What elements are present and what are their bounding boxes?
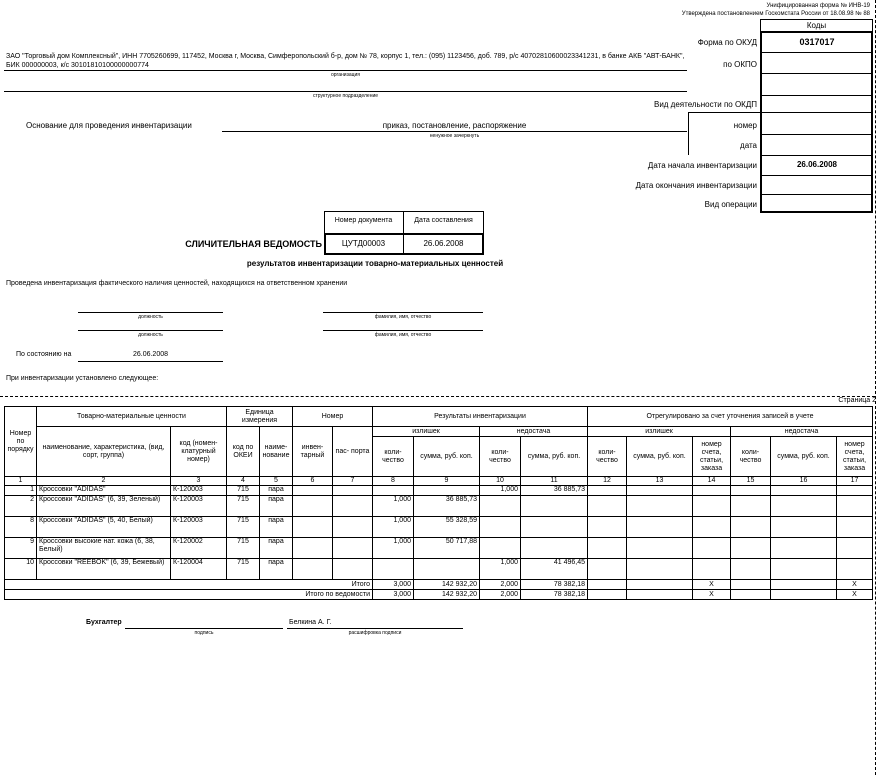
empty-cell bbox=[731, 559, 771, 580]
row-shortage-sum bbox=[521, 538, 588, 559]
empty-cell bbox=[293, 496, 333, 517]
row-shortage-qty: 1,000 bbox=[480, 486, 521, 496]
sign-name: Белкина А. Г. bbox=[289, 619, 332, 626]
row-okei: 715 bbox=[227, 486, 260, 496]
h-name: наименование, характеристика, (вид, сорт, группа) bbox=[37, 427, 171, 477]
total-shortage-qty: 2,000 bbox=[480, 580, 521, 590]
doc-number-value: ЦУТД00003 bbox=[341, 239, 386, 248]
col-number: 8 bbox=[373, 477, 414, 486]
h-sum: сумма, руб. коп. bbox=[771, 437, 837, 477]
codes-label: Коды bbox=[806, 21, 827, 30]
name-caption-2: фамилия, имя, отчество bbox=[374, 332, 432, 338]
row-unit: пара bbox=[260, 486, 293, 496]
h-surplus2: излишек bbox=[588, 427, 731, 437]
col-number: 14 bbox=[693, 477, 731, 486]
empty-cell bbox=[731, 517, 771, 538]
okud-label: Форма по ОКУД bbox=[697, 38, 757, 47]
empty-cell bbox=[771, 486, 837, 496]
col-number: 15 bbox=[731, 477, 771, 486]
table-row bbox=[5, 517, 873, 538]
doc-date-header: Дата составления bbox=[414, 217, 473, 224]
grand-x1: X bbox=[693, 590, 731, 600]
empty-cell bbox=[588, 559, 627, 580]
row-surplus-sum: 50 717,88 bbox=[414, 538, 480, 559]
row-okei: 715 bbox=[227, 538, 260, 559]
col-number: 16 bbox=[771, 477, 837, 486]
empty-cell bbox=[731, 538, 771, 559]
basis-label: Основание для проведения инвентаризации bbox=[26, 121, 192, 130]
row-code: К-120003 bbox=[171, 517, 227, 538]
row-surplus-sum: 36 885,73 bbox=[414, 496, 480, 517]
page-label: Страница 2 bbox=[838, 397, 876, 404]
row-name: Кроссовки "REEBOK" (6, 39, Бежевый) bbox=[37, 559, 171, 580]
empty-cell bbox=[837, 496, 873, 517]
row-shortage-qty bbox=[480, 538, 521, 559]
row-number: 1 bbox=[5, 486, 37, 496]
row-surplus-qty: 1,000 bbox=[373, 517, 414, 538]
empty-cell bbox=[693, 538, 731, 559]
empty-cell bbox=[693, 517, 731, 538]
h-sum: сумма, руб. коп. bbox=[627, 437, 693, 477]
okpo-label: по ОКПО bbox=[723, 60, 757, 69]
row-shortage-sum: 41 496,45 bbox=[521, 559, 588, 580]
empty-cell bbox=[293, 559, 333, 580]
col-number: 11 bbox=[521, 477, 588, 486]
empty-cell bbox=[333, 517, 373, 538]
page-edge-line bbox=[875, 0, 876, 775]
total-x1: X bbox=[693, 580, 731, 590]
start-date-label: Дата начала инвентаризации bbox=[647, 161, 757, 170]
empty-cell bbox=[588, 538, 627, 559]
h-sum: сумма, руб. коп. bbox=[521, 437, 588, 477]
empty-cell bbox=[333, 496, 373, 517]
row-shortage-sum: 36 885,73 bbox=[521, 486, 588, 496]
row-code: К-120003 bbox=[171, 496, 227, 517]
end-date-label: Дата окончания инвентаризации bbox=[635, 181, 757, 190]
row-shortage-sum bbox=[521, 517, 588, 538]
h-order: Номер по порядку bbox=[5, 407, 37, 477]
row-name: Кроссовки "ADIDAS" (5, 40, Белый) bbox=[37, 517, 171, 538]
empty-cell bbox=[837, 538, 873, 559]
empty-cell bbox=[693, 486, 731, 496]
h-qty: коли- чество bbox=[480, 437, 521, 477]
empty-cell bbox=[293, 486, 333, 496]
empty-cell bbox=[837, 559, 873, 580]
h-tmc: Товарно-материальные ценности bbox=[37, 407, 227, 427]
form-name: Унифицированная форма № ИНВ-19 bbox=[766, 3, 870, 9]
h-results: Результаты инвентаризации bbox=[373, 407, 588, 427]
row-shortage-qty bbox=[480, 496, 521, 517]
empty-cell bbox=[771, 559, 837, 580]
sign-role: Бухгалтер bbox=[86, 619, 122, 626]
row-code: К-120004 bbox=[171, 559, 227, 580]
row-number: 2 bbox=[5, 496, 37, 517]
table-row bbox=[5, 496, 873, 517]
grand-surplus-qty: 3,000 bbox=[373, 590, 414, 600]
col-number: 13 bbox=[627, 477, 693, 486]
doc-subtitle: результатов инвентаризации товарно-материальных ценностей bbox=[246, 259, 504, 268]
empty-cell bbox=[693, 559, 731, 580]
doc-number-header: Номер документа bbox=[334, 217, 393, 224]
row-code: К-120002 bbox=[171, 538, 227, 559]
row-okei: 715 bbox=[227, 559, 260, 580]
col-number: 7 bbox=[333, 477, 373, 486]
page-break-line bbox=[0, 396, 875, 397]
row-number: 9 bbox=[5, 538, 37, 559]
col-number: 5 bbox=[260, 477, 293, 486]
subdivision-caption: структурное подразделение bbox=[312, 93, 379, 99]
form-approval: Утверждена постановлением Госкомстата России от 18.08.98 № 88 bbox=[681, 11, 870, 17]
nomer-label: номер bbox=[733, 121, 757, 130]
empty-cell bbox=[693, 496, 731, 517]
row-surplus-qty: 1,000 bbox=[373, 496, 414, 517]
empty-cell bbox=[588, 486, 627, 496]
organization-caption: организация bbox=[330, 72, 361, 78]
basis-value: приказ, постановление, распоряжение bbox=[382, 121, 527, 130]
start-date-value: 26.06.2008 bbox=[796, 160, 838, 169]
row-unit: пара bbox=[260, 496, 293, 517]
h-code: код (номен- клатурный номер) bbox=[171, 427, 227, 477]
state-value: 26.06.2008 bbox=[132, 351, 169, 358]
h-number: Номер bbox=[293, 407, 373, 427]
empty-cell bbox=[731, 496, 771, 517]
row-shortage-qty bbox=[480, 517, 521, 538]
empty-cell bbox=[627, 517, 693, 538]
empty-cell bbox=[771, 517, 837, 538]
empty-cell bbox=[731, 486, 771, 496]
empty-cell bbox=[627, 486, 693, 496]
h-qty: коли- чество bbox=[731, 437, 771, 477]
position-caption-2: должность bbox=[138, 332, 163, 338]
sign-caption: подпись bbox=[194, 630, 214, 636]
row-surplus-sum bbox=[414, 559, 480, 580]
total-shortage-sum: 78 382,18 bbox=[521, 580, 588, 590]
grand-shortage-qty: 2,000 bbox=[480, 590, 521, 600]
empty-cell bbox=[588, 517, 627, 538]
h-shortage2: недостача bbox=[731, 427, 873, 437]
h-unit: Единица измерения bbox=[227, 407, 293, 427]
h-shortage: недостача bbox=[480, 427, 588, 437]
empty-cell bbox=[293, 517, 333, 538]
row-number: 10 bbox=[5, 559, 37, 580]
row-okei: 715 bbox=[227, 496, 260, 517]
empty-cell bbox=[588, 496, 627, 517]
col-number: 2 bbox=[37, 477, 171, 486]
total-surplus-sum: 142 932,20 bbox=[414, 580, 480, 590]
codes-box bbox=[760, 31, 873, 213]
empty-cell bbox=[771, 538, 837, 559]
row-unit: пара bbox=[260, 538, 293, 559]
state-label: По состоянию на bbox=[16, 351, 72, 358]
total-surplus-qty: 3,000 bbox=[373, 580, 414, 590]
position-caption-1: должность bbox=[138, 314, 163, 320]
empty-cell bbox=[627, 496, 693, 517]
okud-value: 0317017 bbox=[799, 37, 835, 47]
row-surplus-qty bbox=[373, 559, 414, 580]
basis-caption: ненужное зачеркнуть bbox=[429, 133, 480, 139]
row-shortage-sum bbox=[521, 496, 588, 517]
h-sum: сумма, руб. коп. bbox=[414, 437, 480, 477]
total-x2: X bbox=[837, 580, 873, 590]
row-shortage-qty: 1,000 bbox=[480, 559, 521, 580]
row-surplus-sum bbox=[414, 486, 480, 496]
table-row bbox=[5, 486, 873, 496]
h-okei: код по ОКЕИ bbox=[227, 427, 260, 477]
h-pass: пас- порта bbox=[333, 427, 373, 477]
inventory-table bbox=[4, 406, 873, 600]
doc-date-value: 26.06.2008 bbox=[423, 239, 464, 248]
col-number: 12 bbox=[588, 477, 627, 486]
sign-decode-caption: расшифровка подписи bbox=[348, 630, 402, 636]
h-regulated: Отрегулировано за счет уточнения записей в учете bbox=[588, 407, 873, 427]
row-name: Кроссовки высокие нат. кожа (6, 38, Белый) bbox=[37, 538, 171, 559]
row-surplus-sum: 55 328,59 bbox=[414, 517, 480, 538]
doc-title: СЛИЧИТЕЛЬНАЯ ВЕДОМОСТЬ bbox=[185, 239, 322, 249]
row-number: 8 bbox=[5, 517, 37, 538]
established-text: При инвентаризации установлено следующее: bbox=[6, 375, 159, 382]
empty-cell bbox=[333, 559, 373, 580]
col-number: 4 bbox=[227, 477, 260, 486]
operation-label: Вид операции bbox=[704, 200, 757, 209]
grand-total-label: Итого по ведомости bbox=[5, 590, 373, 600]
col-number: 6 bbox=[293, 477, 333, 486]
responsible-text: Проведена инвентаризация фактического наличия ценностей, находящихся на ответственном хранении bbox=[6, 280, 348, 287]
col-number: 10 bbox=[480, 477, 521, 486]
grand-x2: X bbox=[837, 590, 873, 600]
col-number: 17 bbox=[837, 477, 873, 486]
col-number: 9 bbox=[414, 477, 480, 486]
h-qty: коли- чество bbox=[588, 437, 627, 477]
empty-cell bbox=[333, 486, 373, 496]
h-surplus: излишек bbox=[373, 427, 480, 437]
empty-cell bbox=[771, 496, 837, 517]
row-unit: пара bbox=[260, 559, 293, 580]
row-surplus-qty: 1,000 bbox=[373, 538, 414, 559]
grand-surplus-sum: 142 932,20 bbox=[414, 590, 480, 600]
empty-cell bbox=[837, 486, 873, 496]
empty-cell bbox=[837, 517, 873, 538]
h-inv: инвен- тарный bbox=[293, 427, 333, 477]
empty-cell bbox=[293, 538, 333, 559]
empty-cell bbox=[627, 538, 693, 559]
row-okei: 715 bbox=[227, 517, 260, 538]
total-label: Итого bbox=[5, 580, 373, 590]
h-unitname: наиме- нование bbox=[260, 427, 293, 477]
h-acc: номер счета, статьи, заказа bbox=[837, 437, 873, 477]
row-surplus-qty bbox=[373, 486, 414, 496]
empty-cell bbox=[333, 538, 373, 559]
table-row bbox=[5, 559, 873, 580]
organization-text: ЗАО "Торговый дом Комплексный", ИНН 7705260699, 117452, Москва г, Москва, Симферопольский б-р, дом № 78, корпус 1, тел.: (095) 1123456, доб. 789, р/с 40702810600023341231, в банке АКБ "АВТ-БАНК", БИК 000000003, к/с 30101810100000000774 bbox=[6, 53, 685, 69]
empty-cell bbox=[627, 559, 693, 580]
table-row bbox=[5, 538, 873, 559]
col-number: 3 bbox=[171, 477, 227, 486]
row-name: Кроссовки "ADIDAS" bbox=[37, 486, 171, 496]
row-unit: пара bbox=[260, 517, 293, 538]
row-name: Кроссовки "ADIDAS" (6, 39, Зеленый) bbox=[37, 496, 171, 517]
name-caption-1: фамилия, имя, отчество bbox=[374, 314, 432, 320]
grand-shortage-sum: 78 382,18 bbox=[521, 590, 588, 600]
col-number: 1 bbox=[5, 477, 37, 486]
okdp-label: Вид деятельности по ОКДП bbox=[653, 100, 757, 109]
row-code: К-120003 bbox=[171, 486, 227, 496]
h-acc: номер счета, статьи, заказа bbox=[693, 437, 731, 477]
h-qty: коли- чество bbox=[373, 437, 414, 477]
data-label: дата bbox=[740, 141, 757, 150]
